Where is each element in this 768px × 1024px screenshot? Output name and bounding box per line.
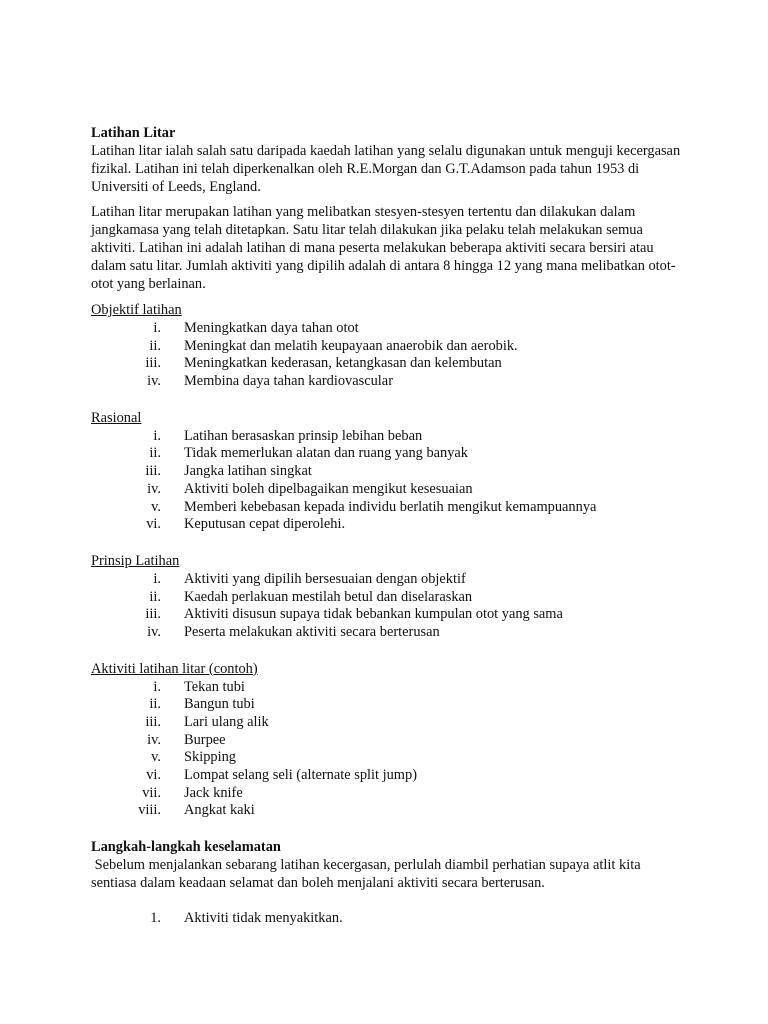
list-item xyxy=(91,909,681,927)
list-item-text: Meningkatkan kederasan, ketangkasan dan kelembutan xyxy=(184,355,502,372)
list-item xyxy=(91,731,681,749)
list-item-text: Meningkatkan daya tahan otot xyxy=(184,320,359,336)
document-title: Latihan Litar xyxy=(91,125,176,141)
list-item-number: v. xyxy=(151,749,161,766)
section-title-prinsip: Prinsip Latihan xyxy=(91,552,180,569)
list-item-text: Skipping xyxy=(184,749,236,766)
list-item-number: ii. xyxy=(149,696,161,713)
list-item xyxy=(91,480,681,498)
list-item-number: i. xyxy=(153,320,161,336)
list-item xyxy=(91,784,681,802)
list-safety xyxy=(91,909,681,927)
list-item-text: Keputusan cepat diperolehi. xyxy=(184,516,346,533)
list-item xyxy=(91,588,681,606)
section-title-aktiviti: Aktiviti latihan litar (contoh) xyxy=(91,660,258,677)
list-item xyxy=(91,498,681,516)
list-item-number: vi. xyxy=(146,767,161,784)
list-item xyxy=(91,623,681,641)
list-item-number: i. xyxy=(153,427,161,444)
list-item-number: vi. xyxy=(146,516,161,533)
list-item-number: i. xyxy=(153,570,161,587)
list-item-number: iv. xyxy=(147,623,161,640)
list-item-text: Peserta melakukan aktiviti secara berterusan xyxy=(184,623,440,640)
list-item-text: Angkat kaki xyxy=(184,802,255,819)
list-item-text: Burpee xyxy=(184,731,226,748)
list-item xyxy=(91,427,681,445)
list-item xyxy=(91,462,681,480)
list-item-text: Aktiviti disusun supaya tidak bebankan kumpulan otot yang sama xyxy=(184,606,563,623)
list-item-number: ii. xyxy=(149,337,161,354)
list-objektif xyxy=(91,319,681,390)
safety-title: Langkah-langkah keselamatan xyxy=(91,839,281,856)
list-item-text: Tidak memerlukan alatan dan ruang yang banyak xyxy=(184,445,468,462)
list-prinsip xyxy=(91,570,681,641)
list-item xyxy=(91,766,681,784)
list-item-number: viii. xyxy=(138,802,161,819)
list-item xyxy=(91,605,681,623)
list-item-number: iv. xyxy=(147,373,161,390)
section-title-objektif: Objektif latihan xyxy=(91,302,182,318)
list-item-text: Tekan tubi xyxy=(184,678,245,695)
list-item xyxy=(91,678,681,696)
list-item xyxy=(91,695,681,713)
list-item-text: Meningkat dan melatih keupayaan anaerobik dan aerobik. xyxy=(184,337,518,354)
list-item-text: Kaedah perlakuan mestilah betul dan diselaraskan xyxy=(184,588,473,605)
intro-paragraph-1: Latihan litar ialah salah satu daripada kaedah latihan yang selalu digunakan untuk menguji kecergasan fizikal. Latihan ini telah diperkenalkan oleh R.E.Morgan dan G.T.Adamson pada tahun 1953 di Universiti of Leeds, England. xyxy=(91,143,681,195)
list-item-number: vii. xyxy=(142,784,161,801)
list-item-text: Jangka latihan singkat xyxy=(184,463,312,480)
list-item xyxy=(91,337,681,355)
list-item-number: i. xyxy=(153,678,161,695)
list-item-text: Lari ulang alik xyxy=(184,714,269,730)
list-item xyxy=(91,801,681,819)
list-item xyxy=(91,713,681,731)
list-item xyxy=(91,515,681,533)
list-item-number: 1. xyxy=(150,910,161,927)
list-item-number: iv. xyxy=(147,731,161,748)
list-item-text: Lompat selang seli (alternate split jump) xyxy=(184,767,417,784)
section-title-rasional: Rasional xyxy=(91,409,142,426)
list-item-text: Aktiviti boleh dipelbagaikan mengikut kesesuaian xyxy=(184,480,473,497)
list-item-number: iii. xyxy=(145,714,161,730)
list-item xyxy=(91,748,681,766)
list-item-number: iii. xyxy=(145,355,161,372)
list-item-text: Latihan berasaskan prinsip lebihan beban xyxy=(184,427,423,444)
list-item xyxy=(91,354,681,372)
list-item-number: ii. xyxy=(149,445,161,462)
list-item xyxy=(91,319,681,337)
safety-paragraph: Sebelum menjalankan sebarang latihan kecergasan, perlulah diambil perhatian supaya atlit kita sentiasa dalam keadaan selamat dan boleh menjalani aktiviti secara berterusan. xyxy=(91,857,645,892)
list-item-text: Jack knife xyxy=(184,784,243,801)
list-item-text: Bangun tubi xyxy=(184,696,255,713)
list-item-number: iii. xyxy=(145,606,161,623)
list-item xyxy=(91,444,681,462)
intro-paragraph-2: Latihan litar merupakan latihan yang melibatkan stesyen-stesyen tertentu dan dilakukan dalam jangkamasa yang telah ditetapkan. Satu litar telah dilakukan jika pelaku telah melakukan semua aktiviti. Latihan ini adalah latihan di mana peserta melakukan beberapa aktiviti secara bersiri atau dalam satu litar. Jumlah aktiviti yang dipilih adalah di antara 8 hingga 12 yang mana melibatkan otot-otot yang berlainan. xyxy=(91,204,676,292)
list-item-text: Memberi kebebasan kepada individu berlatih mengikut kemampuannya xyxy=(184,498,597,515)
list-item-number: iv. xyxy=(147,480,161,497)
document-page xyxy=(91,124,681,927)
list-item-text: Membina daya tahan kardiovascular xyxy=(184,373,393,390)
list-item xyxy=(91,570,681,588)
list-item-number: iii. xyxy=(145,463,161,480)
list-item-number: ii. xyxy=(149,588,161,605)
list-rasional xyxy=(91,427,681,533)
list-item-text: Aktiviti tidak menyakitkan. xyxy=(184,910,343,927)
list-item-number: v. xyxy=(151,498,161,515)
list-item xyxy=(91,372,681,390)
list-item-text: Aktiviti yang dipilih bersesuaian dengan objektif xyxy=(184,570,466,587)
list-aktiviti xyxy=(91,678,681,820)
